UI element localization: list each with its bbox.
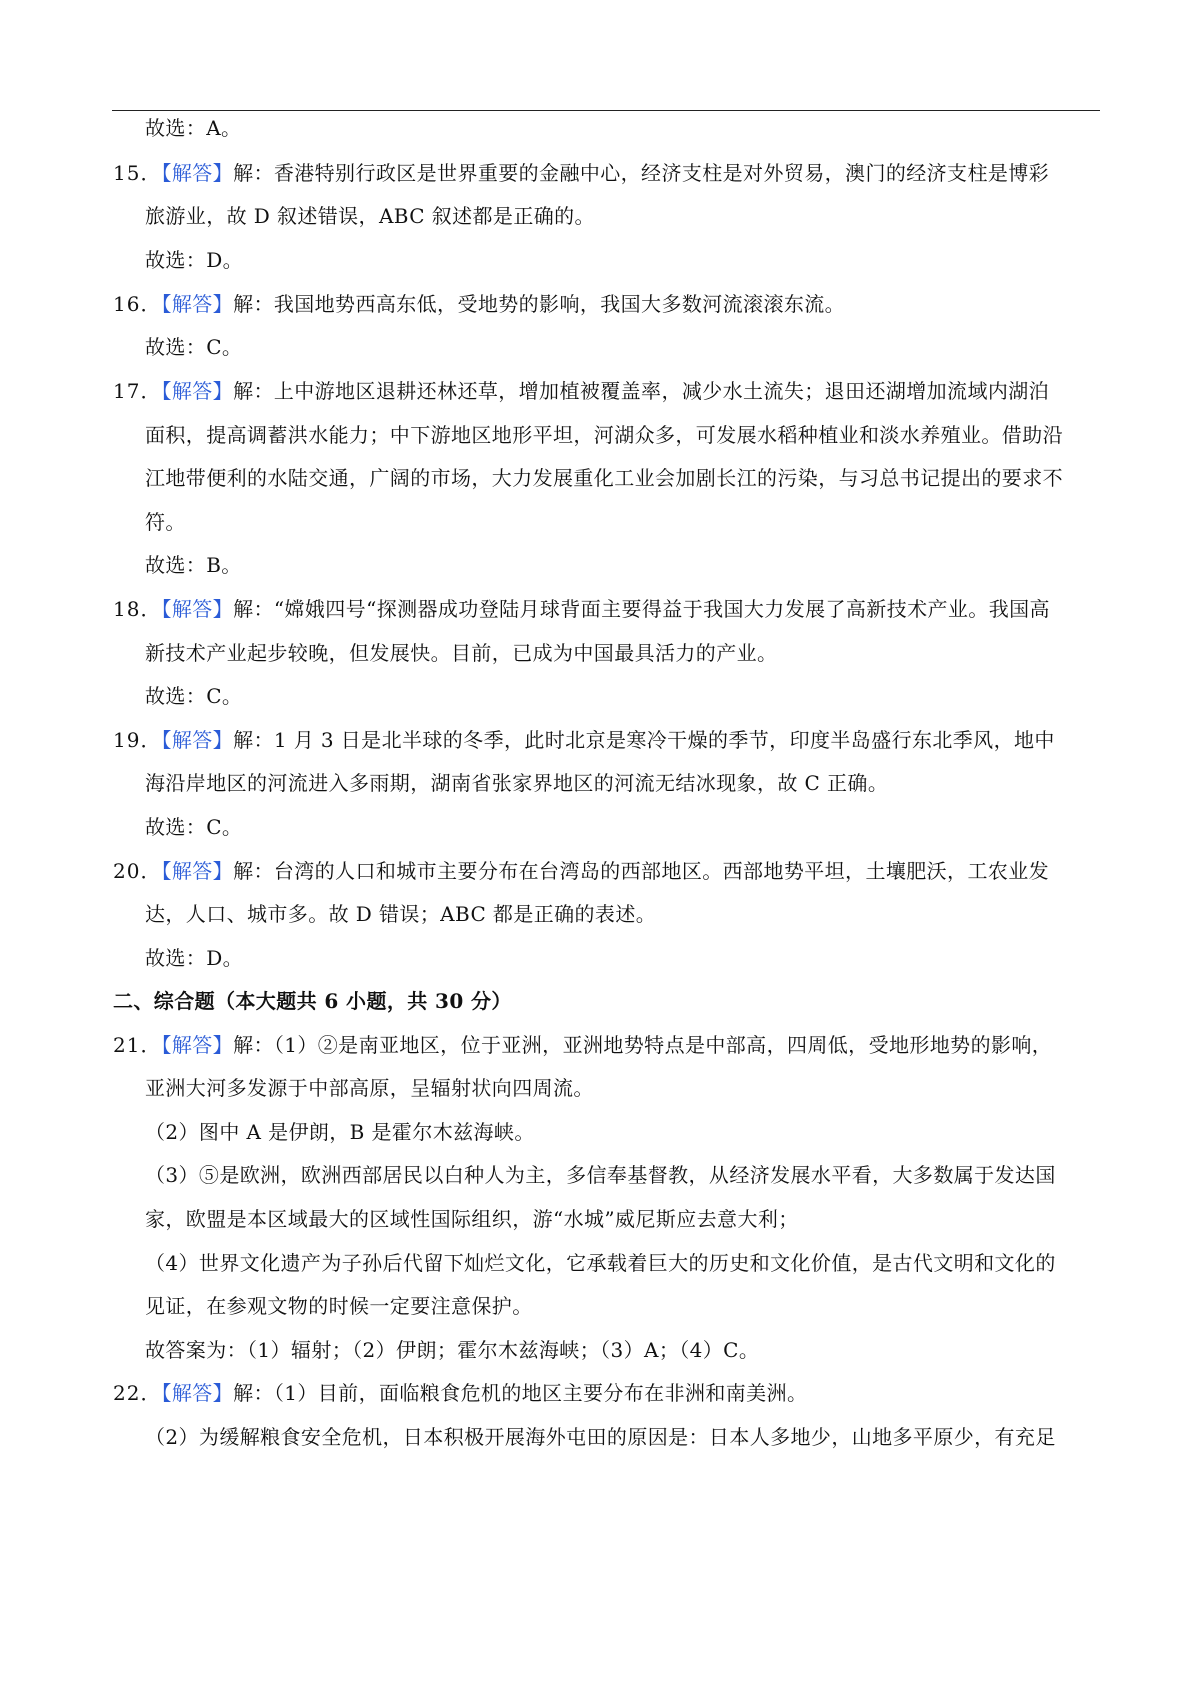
answer-19 [113, 725, 1055, 755]
text-line: 故选：C。 [145, 335, 243, 359]
answer-text: 解：（1）②是南亚地区，位于亚洲，亚洲地势特点是中部高，四周低，受地形地势的影响， [233, 1033, 1053, 1057]
text-line: 故选：A。 [145, 116, 242, 140]
text-line: 符。 [145, 510, 186, 534]
question-number: 20． [113, 859, 162, 883]
answer-tag: 【解答】 [161, 597, 234, 621]
question-number: 19． [113, 728, 162, 752]
text-line: 新技术产业起步较晚，但发展快。目前，已成为中国最具活力的产业。 [145, 641, 778, 665]
text-line: 故选：D。 [145, 946, 244, 970]
text-line: （2）为缓解粮食安全危机，日本积极开展海外屯田的原因是：日本人多地少，山地多平原少，有充足 [145, 1425, 1056, 1449]
text-line: 见证，在参观文物的时候一定要注意保护。 [145, 1294, 533, 1318]
question-number: 22． [113, 1381, 162, 1405]
answer-16 [113, 289, 845, 319]
question-number: 16． [113, 292, 162, 316]
answer-text: 解：“嫦娥四号“探测器成功登陆月球背面主要得益于我国大力发展了高新技术产业。我国高 [233, 597, 1050, 621]
question-number: 21． [113, 1033, 162, 1057]
text-line: 江地带便利的水陆交通，广阔的市场，大力发展重化工业会加剧长江的污染，与习总书记提出的要求不 [145, 466, 1063, 490]
text-line: 故选：B。 [145, 553, 242, 577]
section-heading: 二、综合题（本大题共 6 小题，共 30 分） [113, 989, 512, 1013]
text-line: （2）图中 A 是伊朗，B 是霍尔木兹海峡。 [145, 1120, 535, 1144]
answer-tag: 【解答】 [161, 1033, 234, 1057]
answer-tag: 【解答】 [161, 859, 234, 883]
answer-tag: 【解答】 [161, 379, 234, 403]
text-line: 海沿岸地区的河流进入多雨期，湖南省张家界地区的河流无结冰现象，故 C 正确。 [145, 771, 889, 795]
answer-17 [113, 376, 1049, 406]
question-number: 17． [113, 379, 162, 403]
text-line: 故选：D。 [145, 248, 244, 272]
answer-text: 解：香港特别行政区是世界重要的金融中心，经济支柱是对外贸易，澳门的经济支柱是博彩 [233, 161, 1050, 185]
text-line: 达，人口、城市多。故 D 错误；ABC 都是正确的表述。 [145, 902, 657, 926]
answer-20 [113, 856, 1049, 886]
answer-tag: 【解答】 [161, 161, 234, 185]
text-line: 故选：C。 [145, 815, 243, 839]
text-line: 家，欧盟是本区域最大的区域性国际组织，游“水城”威尼斯应去意大利； [145, 1207, 799, 1231]
answer-21 [113, 1030, 1052, 1060]
text-line: （4）世界文化遗产为子孙后代留下灿烂文化，它承载着巨大的历史和文化价值，是古代文明和文化的 [145, 1251, 1056, 1275]
answer-tag: 【解答】 [161, 292, 234, 316]
question-number: 15． [113, 161, 162, 185]
question-number: 18． [113, 597, 162, 621]
answer-text: 解：我国地势西高东低，受地势的影响，我国大多数河流滚滚东流。 [233, 292, 846, 316]
text-line: 故答案为：（1）辐射；（2）伊朗；霍尔木兹海峡；（3）A；（4）C。 [145, 1338, 760, 1362]
answer-18 [113, 594, 1050, 624]
answer-text: 解：（1）目前，面临粮食危机的地区主要分布在非洲和南美洲。 [233, 1381, 808, 1405]
answer-text: 解：台湾的人口和城市主要分布在台湾岛的西部地区。西部地势平坦，土壤肥沃，工农业发 [233, 859, 1050, 883]
text-line: 旅游业，故 D 叙述错误，ABC 叙述都是正确的。 [145, 204, 595, 228]
text-line: 面积，提高调蓄洪水能力；中下游地区地形平坦，河湖众多，可发展水稻种植业和淡水养殖业。借助沿 [145, 423, 1063, 447]
answer-tag: 【解答】 [161, 1381, 234, 1405]
header-rule [112, 110, 1100, 111]
text-line: （3）⑤是欧洲，欧洲西部居民以白种人为主，多信奉基督教，从经济发展水平看，大多数属于发达国 [145, 1163, 1056, 1187]
answer-text: 解：1 月 3 日是北半球的冬季，此时北京是寒冷干燥的季节，印度半岛盛行东北季风，地中 [233, 728, 1055, 752]
text-line: 故选：C。 [145, 684, 243, 708]
answer-text: 解：上中游地区退耕还林还草，增加植被覆盖率，减少水土流失；退田还湖增加流域内湖泊 [233, 379, 1050, 403]
answer-15 [113, 158, 1049, 188]
answer-22 [113, 1378, 807, 1408]
text-line: 亚洲大河多发源于中部高原，呈辐射状向四周流。 [145, 1076, 594, 1100]
answer-tag: 【解答】 [161, 728, 234, 752]
